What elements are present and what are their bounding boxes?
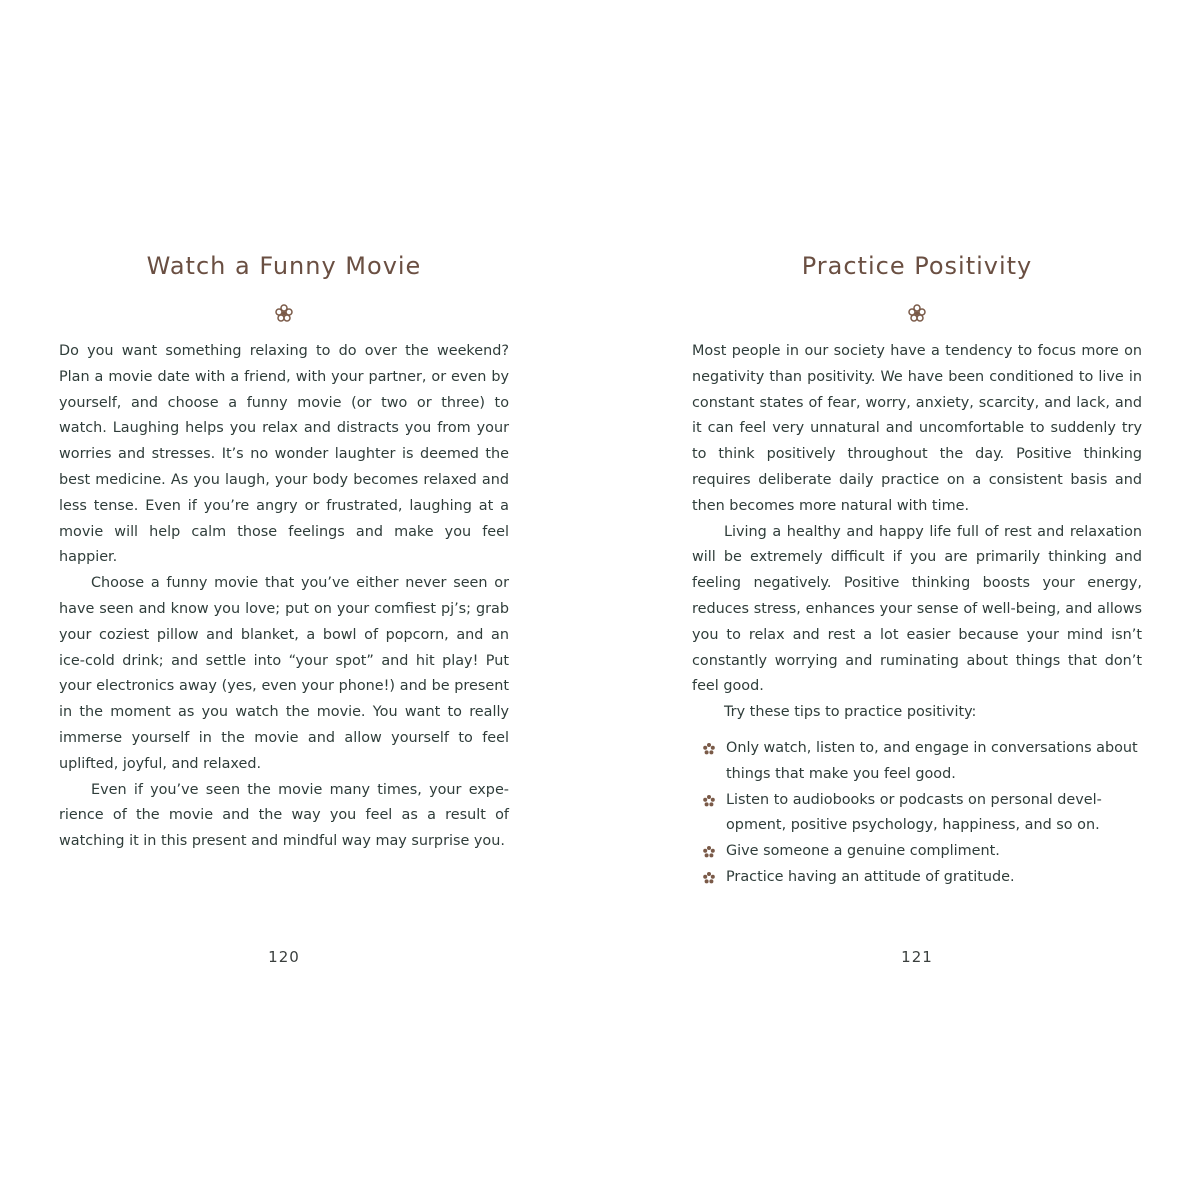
right-paragraph-3: Try these tips to practice positivity: [724, 704, 977, 721]
flower-bullet-icon [702, 742, 716, 756]
right-paragraph-2: Living a healthy and happy life full of rest and relaxation will be extremely difficult if you are primarily thinking and feeling negatively. Positive thinking boosts your energy, reduces stress, enhances your sense of well-being, and allows you to relax and rest a lot easier because your mind isn’t constantly worrying and ruminating about things that don’t feel good. [692, 523, 1142, 695]
tip-text: Give someone a genuine compliment. [726, 843, 1000, 860]
left-page-number: 120 [268, 948, 300, 966]
right-page-title: Practice Positivity [801, 252, 1033, 280]
left-paragraph-1: Do you want something relaxing to do over the weekend? Plan a movie date with a friend, with your partner, or even by yourself, and choose a funny movie (or two or three) to watch. Laughing helps you relax and distracts you from your worries and stresses. It’s no wonder laughter is deemed the best medicine. As you laugh, your body becomes relaxed and less tense. Even if you’re angry or frustrated, laughing at a movie will help calm those feelings and make you feel happier. [59, 343, 509, 566]
left-paragraph-2: Choose a funny movie that you’ve either never seen or have seen and know you love; put on your comfiest pj’s; grab your coziest pillow and blanket, a bowl of popcorn, and an ice-cold drink; and settle into “your spot” and hit play! Put your electronics away (yes, even your phone!) and be present in the moment as you watch the movie. You want to really immerse yourself in the movie and allow yourself to feel uplifted, joyful, and relaxed. [59, 575, 509, 772]
list-item [692, 865, 1142, 891]
tips-list [692, 736, 1142, 891]
right-page-number: 121 [901, 948, 933, 966]
right-paragraph-1: Most people in our society have a tendency to focus more on negativity than positivity. We have been conditioned to live in constant states of fear, worry, anxiety, scarcity, and lack, and it can feel very unnatural and uncomfortable to suddenly try to think positively throughout the day. Positive thinking requires deliberate daily practice on a consistent basis and then becomes more natural with time. [692, 343, 1142, 514]
flower-ornament-icon [907, 303, 927, 323]
flower-bullet-icon [702, 794, 716, 808]
list-item [692, 788, 1142, 840]
left-page-body [59, 339, 509, 855]
list-item [692, 839, 1142, 865]
left-paragraph-3: Even if you’ve seen the movie many times, your experience of the movie and the way you feel as a result of watching it in this present and mindful way may surprise you. [59, 781, 509, 850]
tip-text: Listen to audiobooks or podcasts on personal development, positive psychology, happiness, and so on. [726, 791, 1102, 834]
flower-bullet-icon [702, 871, 716, 885]
right-page-body [692, 339, 1142, 891]
flower-ornament-icon [274, 303, 294, 323]
tip-text: Practice having an attitude of gratitude. [726, 868, 1015, 885]
flower-bullet-icon [702, 845, 716, 859]
list-item [692, 736, 1142, 788]
left-page-title: Watch a Funny Movie [146, 252, 422, 280]
tip-text: Only watch, listen to, and engage in conversations about things that make you feel good. [726, 739, 1138, 782]
